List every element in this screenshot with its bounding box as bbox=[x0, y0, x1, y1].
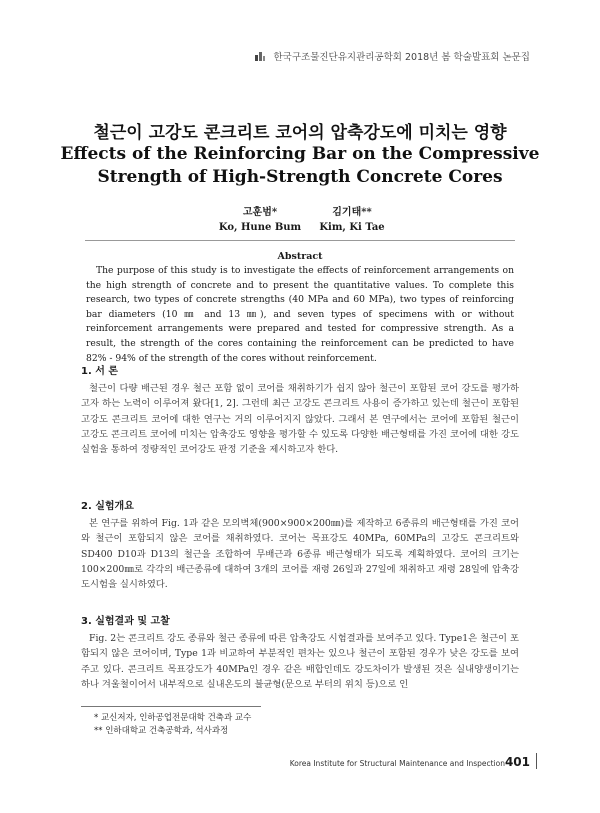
footnote-2: ** 인하대학교 건축공학과, 석사과정 bbox=[94, 726, 229, 736]
author-1-name-en: Ko, Hune Bum bbox=[218, 222, 302, 233]
footer-organization: Korea Institute for Structural Maintenance and Inspection bbox=[289, 759, 505, 768]
author-2 bbox=[292, 205, 412, 235]
section-2-text: 본 연구를 위하여 Fig. 1과 같은 모의벽체(900×900×200㎜)를 제작하고 6종류의 배근형태를 가진 코어와 철근이 포함되지 않은 코어를 채취하였다. 코어는 목표강도 40MPa, 60MPa의 고강도 콘크리트와 SD400 D10과 D13의 철근을 조합하여 무배근과 6종류 배근형태가 되도록 계획하였다. 코어의 크기는 100×200㎜로 각각의 배근종류에 대하여 3개의 코어를 재령 26일과 27일에 채취하고 재령 28일에 압축강도시험을 실시하였다. bbox=[81, 518, 519, 591]
journal-name: 한국구조물진단유지관리공학회 2018년 봄 학술발표회 논문집 bbox=[273, 52, 530, 63]
section-1-text: 철근이 다량 배근된 경우 철근 포함 없이 코어를 채취하기가 쉽지 않아 철근이 포함된 코어 강도를 평가하고자 하는 노력이 이루어져 왔다[1, 2]. 그런데 최근 고강도 콘크리트 사용이 증가하고 있는데 철근이 포함된 고강도 콘크리트 코어에 대한 연구는 거의 이루어지지 않았다. 그래서 본 연구에서는 코어에 포함된 철근이 고강도 콘크리트 코어에 미치는 압축강도 영향을 평가할 수 있도록 다양한 배근형태를 가진 코어에 대한 강도실험을 통하여 정량적인 코어강도 판정 기준을 제시하고자 한다. bbox=[81, 383, 519, 456]
section-1-heading: 1. 서 론 bbox=[81, 366, 119, 377]
section-3-heading: 3. 실험결과 및 고찰 bbox=[81, 616, 170, 627]
author-1-name-kr: 고훈범* bbox=[242, 207, 278, 218]
footnote-1: * 교신저자, 인하공업전문대학 건축과 교수 bbox=[94, 713, 252, 723]
author-2-name-kr: 김기태** bbox=[332, 207, 372, 218]
journal-header bbox=[0, 49, 530, 65]
section-3-text: Fig. 2는 콘크리트 강도 종류와 철근 종류에 따른 압축강도 시험결과를 보여주고 있다. Type1은 철근이 포함되지 않은 코어이며, Type 1과 비교하여 부분적인 편차는 있으나 철근이 포함된 경우가 낮은 강도를 보여주고 있다. 콘크리트 목표강도가 40MPa인 경우 같은 배합인데도 강도차이가 발생된 것은 실내양생이기는 하나 겨울철이어서 내부적으로 실내온도의 불균형(문으로 부터의 위치 등)으로 인 bbox=[81, 633, 519, 690]
divider-top bbox=[85, 240, 515, 241]
page-number: 401 bbox=[504, 755, 530, 769]
page-number-bar bbox=[536, 753, 537, 769]
title-english: Effects of the Reinforcing Bar on the Compressive Strength of High-Strength Concrete Cores bbox=[60, 144, 540, 187]
abstract-heading: Abstract bbox=[277, 251, 323, 262]
society-logo-icon bbox=[254, 50, 266, 65]
title-korean: 철근이 고강도 콘크리트 코어의 압축강도에 미치는 영향 bbox=[93, 123, 507, 143]
abstract-text: The purpose of this study is to investigate the effects of reinforcement arrangements on the high strength of concrete and to present the quantitative values. To complete this research, two types of concrete strengths (40 MPa and 60 MPa), two types of reinforcing bar diameters (10 ㎜ and 13 ㎜), and seven types of specimens with or without reinforcement arrangements were prepared and tested for compressive strength. As a result, the strength of the cores containing the reinforcement can be predicted to have 82% - 94% of the strength of the cores without reinforcement. bbox=[86, 265, 514, 364]
footnote-divider bbox=[81, 706, 261, 707]
author-2-name-en: Kim, Ki Tae bbox=[319, 222, 385, 233]
section-2-heading: 2. 실험개요 bbox=[81, 501, 134, 512]
